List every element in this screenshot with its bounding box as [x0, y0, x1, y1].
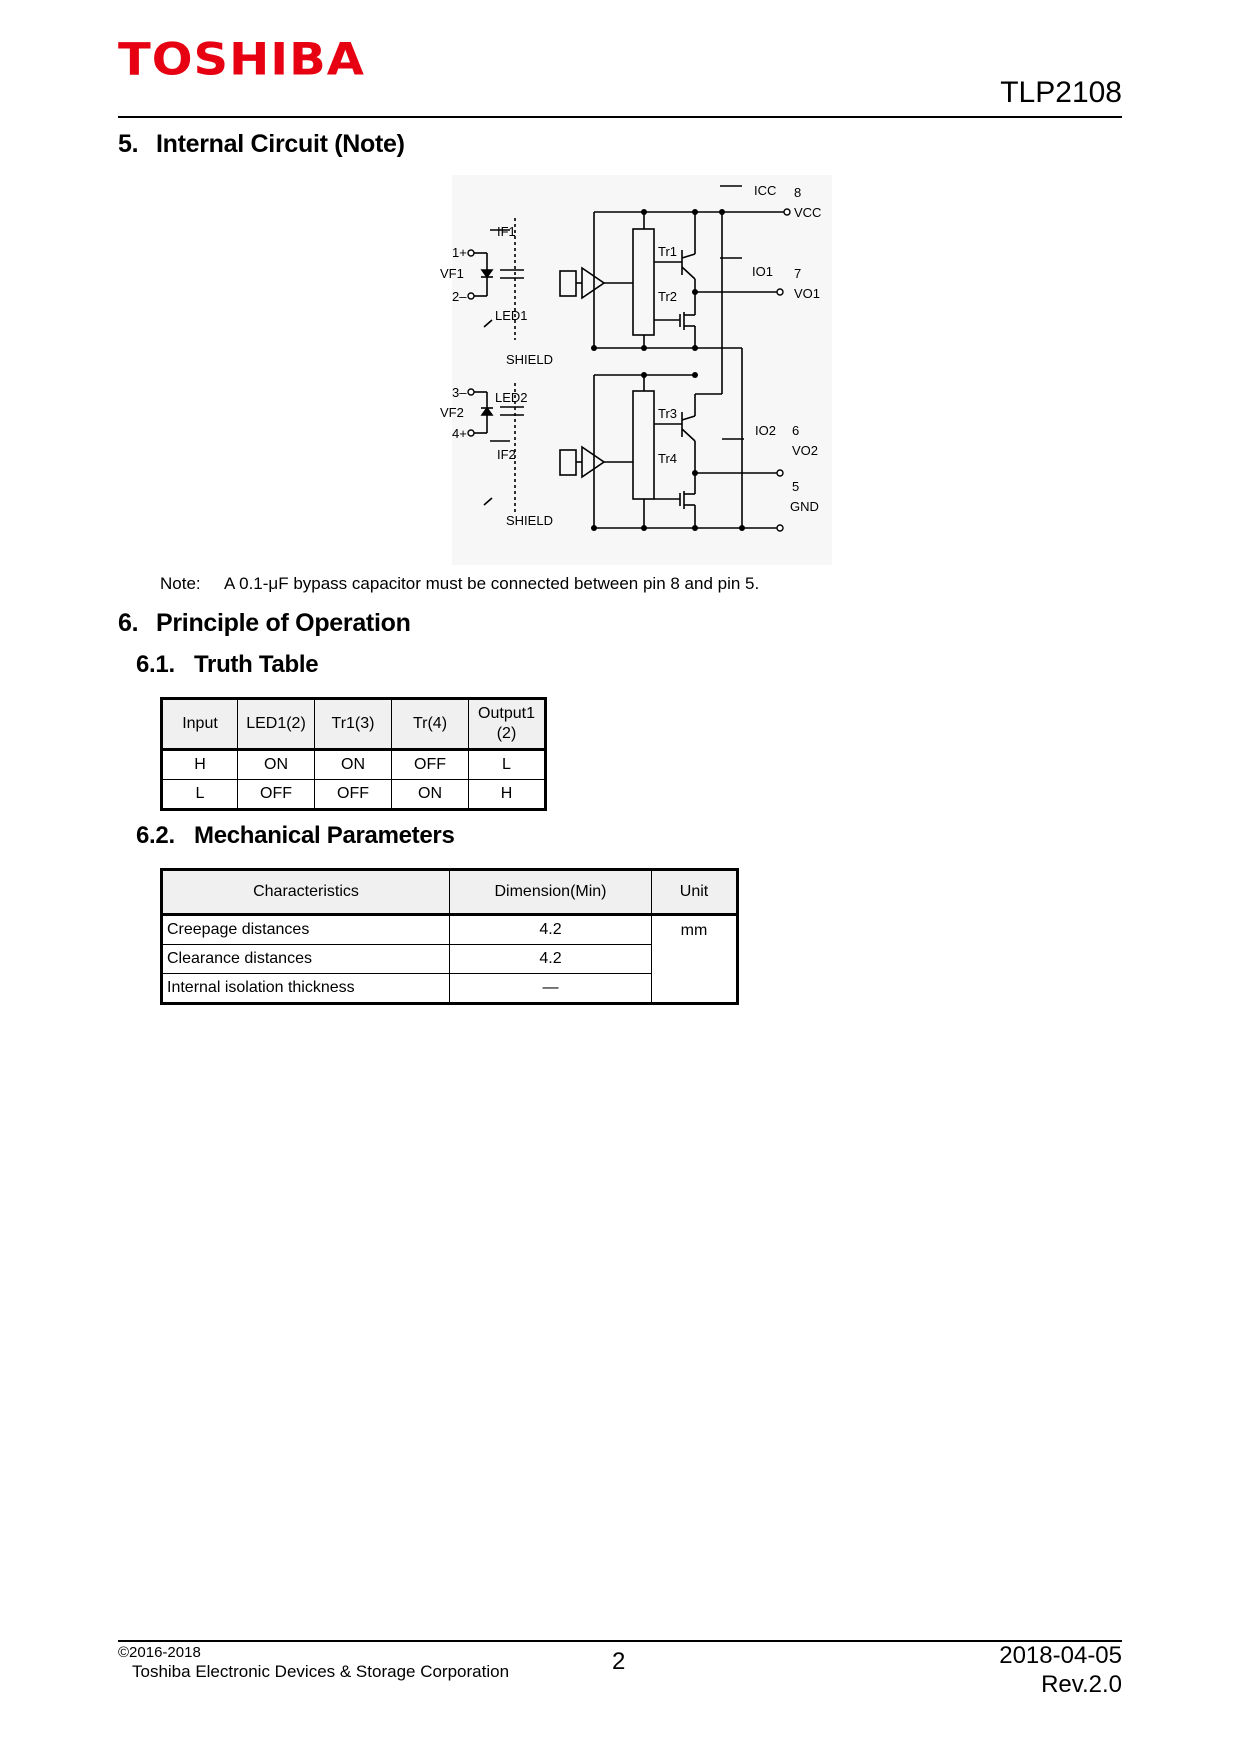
label-shield-2: SHIELD	[506, 513, 553, 528]
label-io2: IO2	[755, 423, 776, 438]
table-cell: OFF	[238, 780, 315, 810]
table-cell: —	[450, 974, 652, 1004]
header-rule	[118, 116, 1122, 118]
label-shield-1: SHIELD	[506, 352, 553, 367]
section-6-title: Principle of Operation	[156, 609, 411, 637]
toshiba-logo: TOSHIBA	[118, 34, 365, 86]
table-row	[162, 780, 546, 810]
truth-header-tr4: Tr(4)	[392, 699, 469, 750]
label-led1: LED1	[495, 308, 528, 323]
table-cell: Creepage distances	[162, 915, 450, 945]
label-led2: LED2	[495, 390, 528, 405]
label-pin1: 1+	[452, 245, 467, 260]
section-5-heading	[118, 130, 405, 159]
table-cell: Internal isolation thickness	[162, 974, 450, 1004]
footer-company: Toshiba Electronic Devices & Storage Corporation	[132, 1662, 510, 1681]
label-vf2: VF2	[440, 405, 464, 420]
label-vcc: VCC	[794, 205, 822, 220]
section-6-1-number: 6.1.	[136, 651, 175, 678]
label-tr2: Tr2	[658, 289, 678, 304]
internal-circuit-diagram	[440, 175, 832, 565]
label-pin2: 2–	[452, 289, 467, 304]
mech-header-unit: Unit	[652, 870, 738, 915]
footer-revision: Rev.2.0	[1041, 1671, 1122, 1698]
label-tr3: Tr3	[658, 406, 678, 421]
label-icc: ICC	[754, 183, 777, 198]
unit-cell: mm	[652, 915, 738, 1004]
section-6-1-title: Truth Table	[194, 651, 319, 678]
label-tr4: Tr4	[658, 451, 678, 466]
footer-date: 2018-04-05	[999, 1642, 1122, 1669]
mech-table-header-row	[162, 870, 738, 915]
label-vo1: VO1	[794, 286, 821, 301]
document-id: TLP2108	[1000, 76, 1122, 109]
table-cell: OFF	[392, 750, 469, 780]
table-cell: H	[469, 780, 546, 810]
label-pin7: 7	[794, 266, 802, 281]
table-row	[162, 945, 738, 974]
truth-header-input: Input	[162, 699, 238, 750]
label-pin6: 6	[792, 423, 800, 438]
table-row	[162, 915, 738, 945]
note-label: Note:	[160, 574, 201, 593]
section-6-1-heading	[136, 651, 318, 679]
label-pin5: 5	[792, 479, 800, 494]
circuit-note	[160, 574, 759, 594]
note-text: A 0.1-μF bypass capacitor must be connected between pin 8 and pin 5.	[224, 574, 760, 593]
truth-header-led: LED1(2)	[238, 699, 315, 750]
section-6-2-title: Mechanical Parameters	[194, 822, 455, 849]
table-cell: L	[469, 750, 546, 780]
label-if1: IF1	[497, 224, 516, 239]
label-vo2: VO2	[792, 443, 819, 458]
truth-header-output-line1: Output1	[478, 705, 535, 722]
truth-table-header-row	[162, 699, 546, 750]
table-cell: ON	[238, 750, 315, 780]
table-cell: ON	[315, 750, 392, 780]
mech-header-characteristics: Characteristics	[162, 870, 450, 915]
table-cell: H	[162, 750, 238, 780]
table-cell: 4.2	[450, 915, 652, 945]
page-number: 2	[612, 1648, 626, 1675]
table-cell: ON	[392, 780, 469, 810]
label-pin3: 3–	[452, 385, 467, 400]
table-cell: Clearance distances	[162, 945, 450, 974]
label-pin4: 4+	[452, 426, 467, 441]
section-5-title: Internal Circuit (Note)	[156, 130, 405, 158]
truth-header-tr1: Tr1(3)	[315, 699, 392, 750]
mechanical-parameters-table	[160, 868, 739, 1005]
footer-copyright: ©2016-2018	[118, 1644, 201, 1661]
truth-table	[160, 697, 547, 811]
truth-header-output-line2: (2)	[496, 725, 517, 742]
label-io1: IO1	[752, 264, 773, 279]
label-vf1: VF1	[440, 266, 464, 281]
table-cell: 4.2	[450, 945, 652, 974]
table-row	[162, 750, 546, 780]
label-tr1: Tr1	[658, 244, 678, 259]
table-cell: L	[162, 780, 238, 810]
table-row	[162, 974, 738, 1004]
label-pin8: 8	[794, 185, 802, 200]
section-6-2-number: 6.2.	[136, 822, 175, 849]
label-if2: IF2	[497, 447, 516, 462]
section-6-2-heading	[136, 822, 455, 850]
section-6-heading	[118, 609, 411, 638]
section-6-number: 6.	[118, 609, 139, 637]
truth-header-output	[469, 699, 546, 750]
section-5-number: 5.	[118, 130, 139, 158]
footer-rule	[118, 1640, 1122, 1642]
table-cell: OFF	[315, 780, 392, 810]
mech-header-dimension: Dimension(Min)	[450, 870, 652, 915]
label-gnd: GND	[790, 499, 819, 514]
